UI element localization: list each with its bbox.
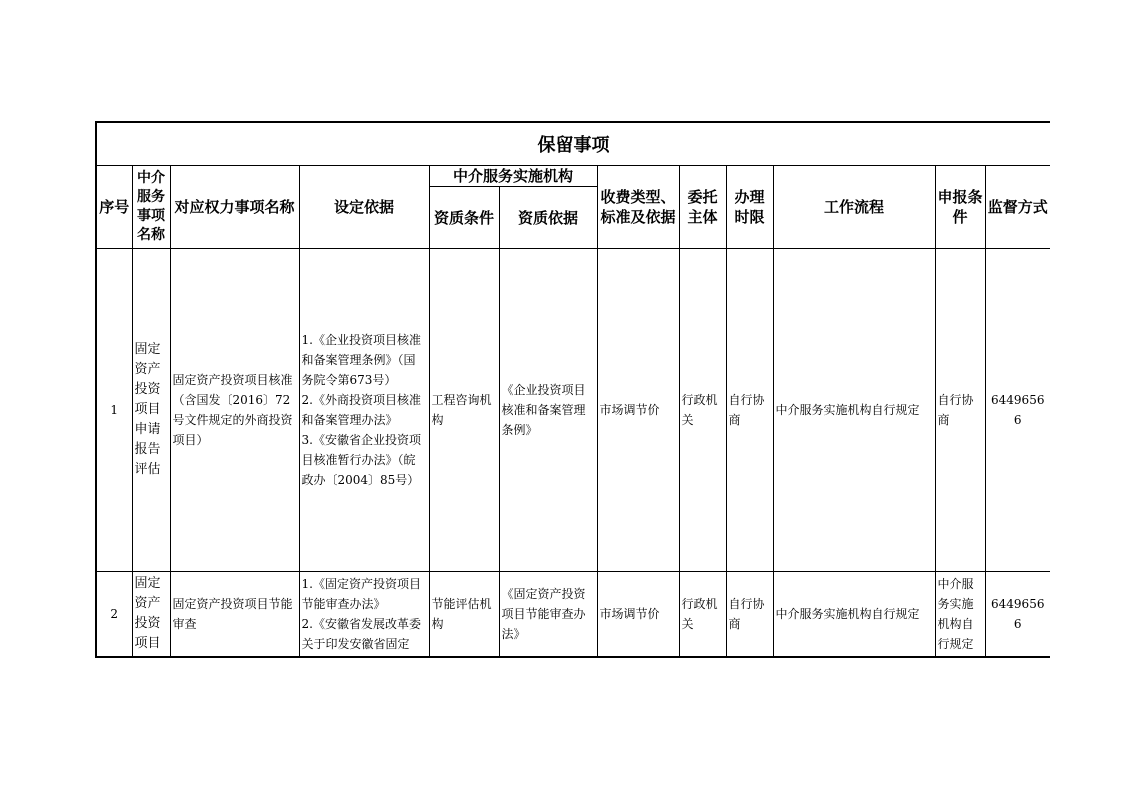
header-workflow: 工作流程: [773, 166, 935, 249]
header-seq: 序号: [96, 166, 132, 249]
table-container: [95, 121, 1050, 661]
cell-seq: 2: [96, 572, 132, 658]
cell-supervision: 64496566: [985, 572, 1050, 658]
cell-workflow: 中介服务实施机构自行规定: [773, 249, 935, 572]
header-principal: 委托主体: [679, 166, 726, 249]
cell-fee: 市场调节价: [597, 572, 679, 658]
cell-supervision: 64496566: [985, 249, 1050, 572]
cell-principal: 行政机关: [679, 572, 726, 658]
cell-service-name: 固定资产投资项目申请报告评估: [132, 249, 170, 572]
cell-apply-cond: 中介服务实施机构自行规定: [935, 572, 985, 658]
cell-qual-cond: 工程咨询机构: [429, 249, 499, 572]
cell-principal: 行政机关: [679, 249, 726, 572]
cell-seq: 1: [96, 249, 132, 572]
header-power-item: 对应权力事项名称: [170, 166, 299, 249]
table-row: [96, 249, 1050, 572]
cell-time-limit: 自行协商: [726, 572, 773, 658]
cell-basis: 1.《企业投资项目核准和备案管理条例》（国务院令第673号） 2.《外商投资项目核准和备案管理办法》 3.《安徽省企业投资项目核准暂行办法》（皖政办〔2004〕85号）: [299, 249, 429, 572]
cell-power-item: 固定资产投资项目节能审查: [170, 572, 299, 658]
table-title: 保留事项: [96, 122, 1050, 166]
cell-apply-cond: 自行协商: [935, 249, 985, 572]
header-qual-cond: 资质条件: [429, 187, 499, 249]
cell-power-item: 固定资产投资项目核准（含国发〔2016〕72号文件规定的外商投资项目）: [170, 249, 299, 572]
cell-service-name: 固定资产投资项目: [132, 572, 170, 658]
header-service-name: 中介服务事项名称: [132, 166, 170, 249]
header-fee: 收费类型、标准及依据: [597, 166, 679, 249]
retained-items-table: [95, 121, 1050, 658]
header-apply-cond: 申报条件: [935, 166, 985, 249]
cell-qual-basis: 《固定资产投资项目节能审查办法》: [499, 572, 597, 658]
header-time-limit: 办理时限: [726, 166, 773, 249]
cell-qual-cond: 节能评估机构: [429, 572, 499, 658]
cell-qual-basis: 《企业投资项目核准和备案管理条例》: [499, 249, 597, 572]
table-row: [96, 572, 1050, 658]
header-agency-group: 中介服务实施机构: [429, 166, 597, 187]
header-qual-basis: 资质依据: [499, 187, 597, 249]
header-supervision: 监督方式: [985, 166, 1050, 249]
cell-time-limit: 自行协商: [726, 249, 773, 572]
cell-basis: 1.《固定资产投资项目节能审查办法》 2.《安徽省发展改革委关于印发安徽省固定: [299, 572, 429, 658]
header-basis: 设定依据: [299, 166, 429, 249]
cell-fee: 市场调节价: [597, 249, 679, 572]
cell-workflow: 中介服务实施机构自行规定: [773, 572, 935, 658]
